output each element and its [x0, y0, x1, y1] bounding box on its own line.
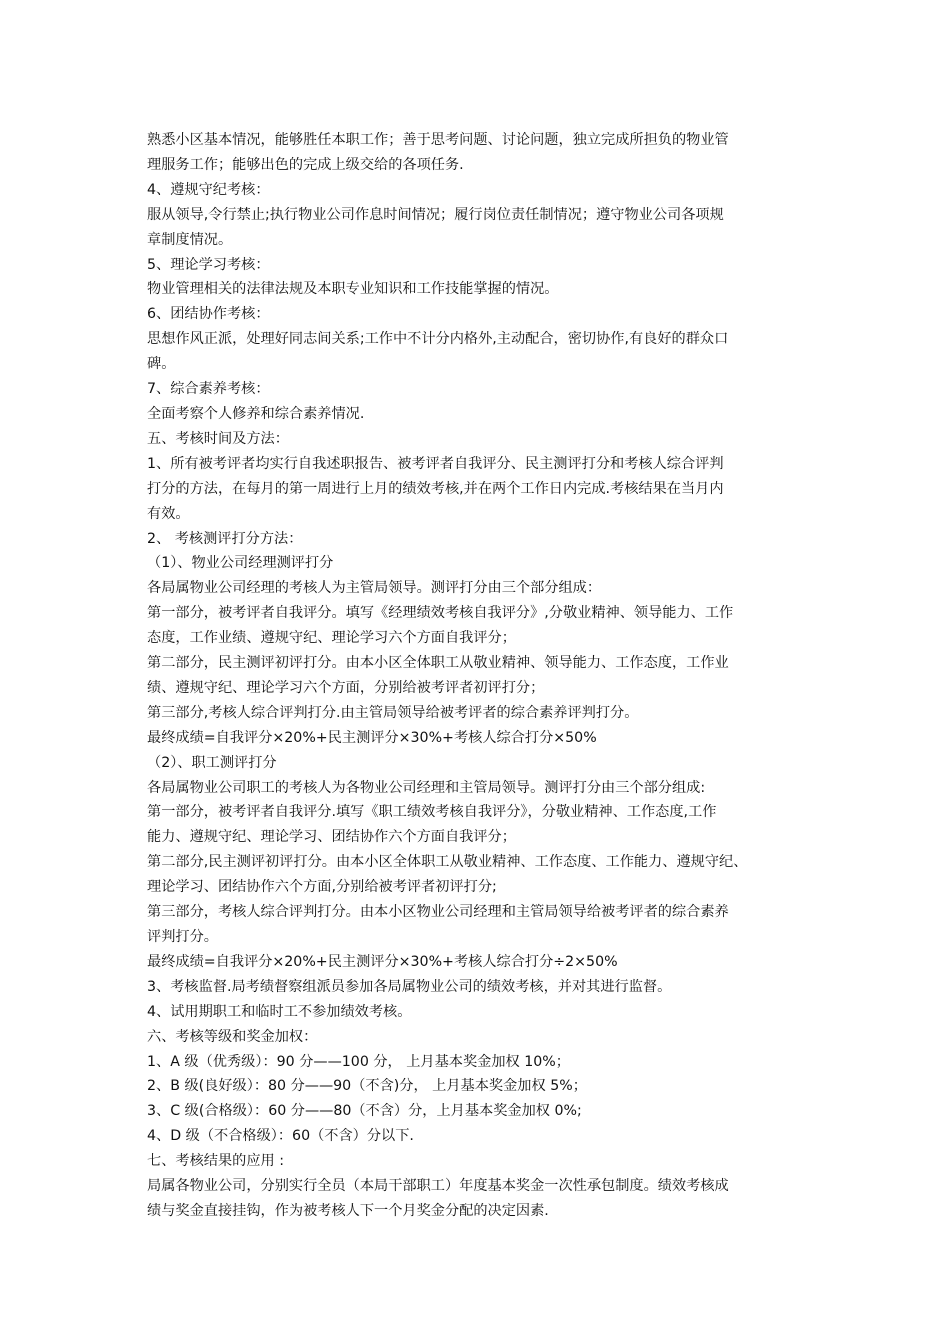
text-line: 各局属物业公司职工的考核人为各物业公司经理和主管局领导。测评打分由三个部分组成:	[147, 779, 706, 796]
text-line: 物业管理相关的法律法规及本职专业知识和工作技能掌握的情况。	[147, 281, 559, 298]
text-line: 绩与奖金直接挂钩，作为被考核人下一个月奖金分配的决定因素.	[147, 1202, 549, 1219]
text-line: 理论学习、团结协作六个方面,分别给被考评者初评打分;	[147, 879, 497, 896]
text-line: 各局属物业公司经理的考核人为主管局领导。测评打分由三个部分组成：	[147, 580, 602, 597]
formula-line: 最终成绩=自我评分×20%+民主测评分×30%+考核人综合打分×50%	[147, 729, 597, 746]
section-heading: 5、理论学习考核：	[147, 256, 270, 273]
grade-line: 2、B 级(良好级）：80 分——90（不含)分， 上月基本奖金加权 5%；	[147, 1078, 587, 1095]
text-line: 第三部分，考核人综合评判打分。由本小区物业公司经理和主管局领导给被考评者的综合素养	[147, 904, 729, 921]
text-line: 第一部分，被考评者自我评分。填写《经理绩效考核自我评分》,分敬业精神、领导能力、工作	[147, 605, 734, 622]
text-line: 碑。	[147, 356, 176, 373]
chapter-heading: 五、考核时间及方法：	[147, 430, 289, 447]
text-line: 理服务工作；能够出色的完成上级交给的各项任务.	[147, 156, 464, 173]
document-page	[147, 128, 827, 1224]
section-heading: 7、综合素养考核：	[147, 381, 270, 398]
section-heading: 2、 考核测评打分方法：	[147, 530, 303, 547]
subsection-heading: （2）、职工测评打分	[147, 754, 277, 771]
section-heading: 6、团结协作考核：	[147, 306, 270, 323]
text-line: 章制度情况。	[147, 231, 233, 248]
text-line: 第一部分，被考评者自我评分.填写《职工绩效考核自我评分》，分敬业精神、工作态度,工作	[147, 804, 717, 821]
chapter-heading: 六、考核等级和奖金加权：	[147, 1028, 318, 1045]
text-line: 绩、遵规守纪、理论学习六个方面，分别给被考评者初评打分；	[147, 679, 545, 696]
text-line: 3、考核监督.局考绩督察组派员参加各局属物业公司的绩效考核，并对其进行监督。	[147, 978, 672, 995]
text-line: 第二部分，民主测评初评打分。由本小区全体职工从敬业精神、领导能力、工作态度，工作业	[147, 655, 729, 672]
text-line: 态度，工作业绩、遵规守纪、理论学习六个方面自我评分；	[147, 630, 516, 647]
grade-line: 1、A 级（优秀级）：90 分——100 分， 上月基本奖金加权 10%；	[147, 1053, 570, 1070]
formula-line: 最终成绩=自我评分×20%+民主测评分×30%+考核人综合打分÷2×50%	[147, 953, 618, 970]
section-heading: 4、遵规守纪考核：	[147, 181, 270, 198]
chapter-heading: 七、考核结果的应用 :	[147, 1153, 284, 1170]
text-line: 4、试用期职工和临时工不参加绩效考核。	[147, 1003, 412, 1020]
text-line: 有效。	[147, 505, 190, 522]
grade-line: 3、C 级(合格级）：60 分——80（不含）分，上月基本奖金加权 0%;	[147, 1103, 582, 1120]
grade-line: 4、D 级（不合格级）：60（不含）分以下.	[147, 1128, 414, 1145]
text-line: 第二部分,民主测评初评打分。由本小区全体职工从敬业精神、工作态度、工作能力、遵规守纪、	[147, 854, 748, 871]
text-line: 第三部分,考核人综合评判打分.由主管局领导给被考评者的综合素养评判打分。	[147, 704, 639, 721]
text-line: 局属各物业公司，分别实行全员（本局干部职工）年度基本奖金一次性承包制度。绩效考核成	[147, 1178, 729, 1195]
text-line: 全面考察个人修养和综合素养情况.	[147, 405, 365, 422]
subsection-heading: （1）、物业公司经理测评打分	[147, 555, 334, 572]
text-line: 熟悉小区基本情况，能够胜任本职工作；善于思考问题、讨论问题，独立完成所担负的物业管	[147, 132, 729, 148]
text-line: 打分的方法，在每月的第一周进行上月的绩效考核,并在两个工作日内完成.考核结果在当月内	[147, 480, 724, 497]
text-line: 思想作风正派，处理好同志间关系;工作中不计分内格外,主动配合，密切协作,有良好的群众口	[147, 331, 729, 348]
text-line: 能力、遵规守纪、理论学习、团结协作六个方面自我评分；	[147, 829, 516, 846]
text-line: 评判打分。	[147, 929, 218, 945]
text-line: 1、所有被考评者均实行自我述职报告、被考评者自我评分、民主测评打分和考核人综合评判	[147, 455, 724, 472]
text-line: 服从领导,令行禁止;执行物业公司作息时间情况；履行岗位责任制情况；遵守物业公司各项规	[147, 206, 724, 223]
